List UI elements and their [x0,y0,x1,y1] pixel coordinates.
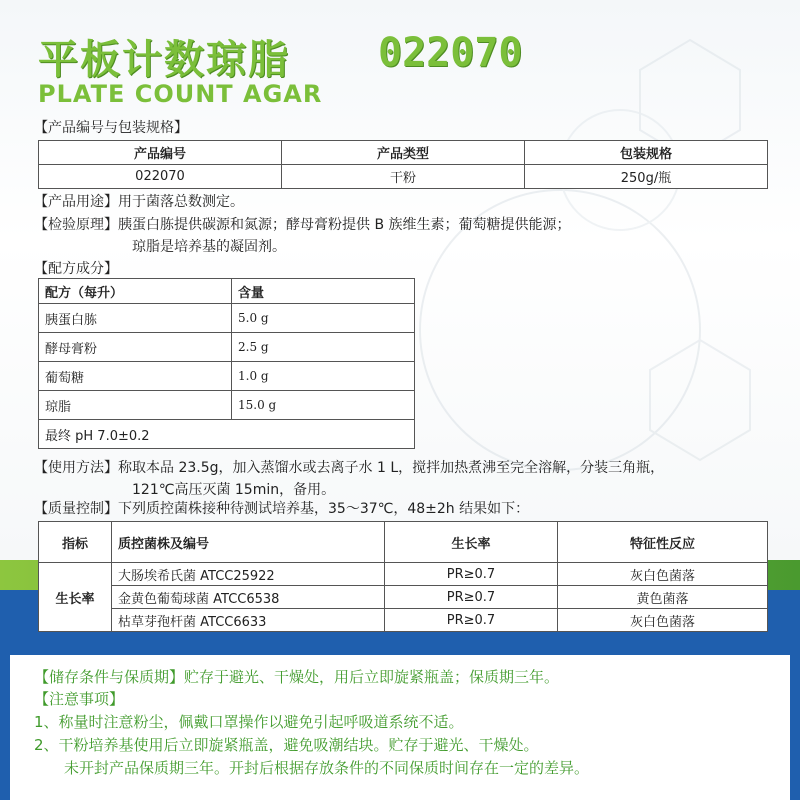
qc-table [38,521,768,632]
usage-text: 用于菌落总数测定。 [118,194,244,210]
product-code: 022070 [39,165,282,189]
header-growth-rate: 生长率 [385,522,558,563]
section-principle [34,214,571,234]
qc-text: 下列质控菌株接种待测试培养基，35～37℃，48±2h 结果如下： [118,501,530,517]
note-item: 未开封产品保质期三年。开封后根据存放条件的不同保质时间存在一定的差异。 [64,759,590,777]
qc-rate: PR≥0.7 [385,586,558,609]
section-formula: 【配方成分】 [34,261,118,277]
qc-strain: 大肠埃希氏菌 ATCC25922 [112,563,385,586]
principle-text-1: 胰蛋白胨提供碳源和氮源；酵母膏粉提供 B 族维生素；葡萄糖提供能源； [118,217,571,233]
formula-name: 葡萄糖 [39,362,232,391]
header-package-spec: 包装规格 [525,141,768,165]
formula-table [38,278,415,449]
qc-strain: 枯草芽孢杆菌 ATCC6633 [112,609,385,632]
header-product-code: 产品编号 [39,141,282,165]
section-packaging: 【产品编号与包装规格】 [34,120,188,136]
principle-text-2: 琼脂是培养基的凝固剂。 [132,239,286,255]
header-reaction: 特征性反应 [558,522,768,563]
formula-amount: 1.0 g [232,362,415,391]
qc-reaction: 灰白色菌落 [558,563,768,586]
qc-strain: 金黄色葡萄球菌 ATCC6538 [112,586,385,609]
title-code: 022070 [378,30,523,76]
header-indicator: 指标 [39,522,112,563]
section-usage [34,191,244,211]
section-qc [34,498,529,518]
package-spec: 250g/瓶 [525,165,768,189]
qc-group: 生长率 [39,563,112,632]
header-amount: 含量 [232,279,415,304]
note-item: 2、干粉培养基使用后立即旋紧瓶盖，避免吸潮结块。贮存于避光、干燥处。 [34,736,539,754]
formula-name: 胰蛋白胨 [39,304,232,333]
qc-reaction: 黄色菌落 [558,586,768,609]
qc-rate: PR≥0.7 [385,609,558,632]
qc-reaction: 灰白色菌落 [558,609,768,632]
product-table [38,140,768,189]
method-label: 【使用方法】 [34,460,118,476]
method-text-1: 称取本品 23.5g，加入蒸馏水或去离子水 1 L，搅拌加热煮沸至完全溶解，分装三角瓶， [118,460,665,476]
title-en: PLATE COUNT AGAR [38,80,323,108]
method-text-2: 121℃高压灭菌 15min，备用。 [132,482,336,498]
formula-amount: 5.0 g [232,304,415,333]
formula-amount: 15.0 g [232,391,415,420]
notes-title: 【注意事项】 [34,690,125,708]
principle-label: 【检验原理】 [34,217,118,233]
formula-name: 琼脂 [39,391,232,420]
final-ph: 最终 pH 7.0±0.2 [39,420,415,449]
formula-name: 酵母膏粉 [39,333,232,362]
product-type: 干粉 [282,165,525,189]
section-method [34,457,664,477]
note-item: 1、称量时注意粉尘，佩戴口罩操作以避免引起呼吸道系统不适。 [34,713,464,731]
header-formula: 配方（每升） [39,279,232,304]
usage-label: 【产品用途】 [34,194,118,210]
header-product-type: 产品类型 [282,141,525,165]
storage-text: 【储存条件与保质期】贮存于避光、干燥处，用后立即旋紧瓶盖；保质期三年。 [34,668,560,686]
qc-label: 【质量控制】 [34,501,118,517]
header-strain: 质控菌株及编号 [112,522,385,563]
title-cn: 平板计数琼脂 [38,37,290,83]
qc-rate: PR≥0.7 [385,563,558,586]
formula-amount: 2.5 g [232,333,415,362]
